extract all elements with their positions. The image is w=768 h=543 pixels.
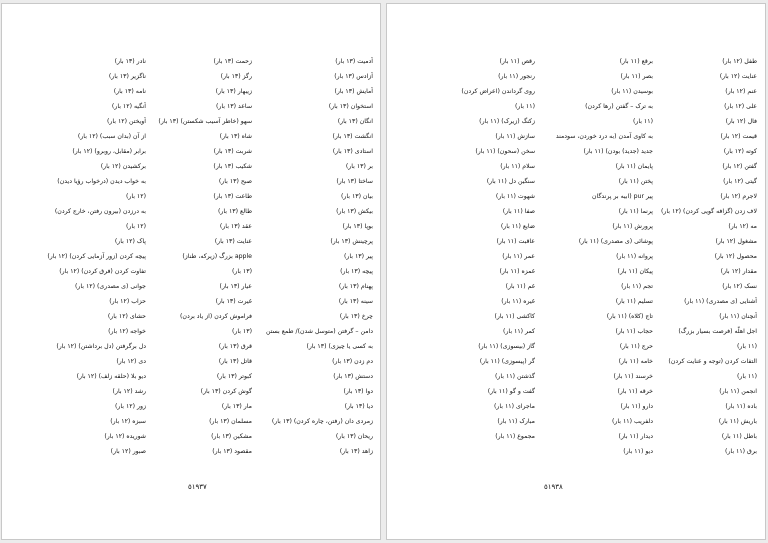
index-entry: کوته (۱۲ بار) [723, 148, 757, 155]
index-entry: ماجرای (۱۱ بار) [493, 403, 535, 410]
index-entry: اجل اهلّه (فرصت بسیار بزرگ) [678, 328, 757, 335]
index-entry: ضایع (۱۱ بار) [500, 223, 535, 230]
index-entry: کبوتر (۱۳ بار) [216, 373, 252, 380]
index-entry: آمایش (۱۳ بار) [334, 88, 373, 95]
index-entry: آویختن (۱۲ بار) [106, 118, 146, 125]
index-entry: خرقه (۱۱ بار) [617, 388, 653, 395]
index-entry: دوا (۱۳ بار) [343, 388, 373, 395]
index-entry: جوانی (ی مصدری) (۱۲ بار) [74, 283, 146, 290]
index-entry: پایمان (۱۱ بار) [615, 163, 653, 170]
index-entry: سهو (خاطر آسیب شکستن) (۱۳ بار) [158, 118, 252, 125]
index-entry: عقد (۱۳ بار) [219, 223, 252, 230]
index-entry: دی (۱۲ بار) [116, 358, 146, 365]
index-entry: (۱۲ بار) [125, 223, 146, 230]
index-entry: محصول (۱۲ بار) [714, 253, 757, 260]
index-entry: برقع (۱۱ بار) [619, 58, 653, 65]
index-entry: مبارک (۱۱ بار) [497, 418, 535, 425]
index-entry: بصر (۱۱ بار) [620, 73, 653, 80]
right-page-column-middle [537, 54, 653, 459]
index-entry: مجموع (۱۱ بار) [495, 433, 535, 440]
index-entry: رشد (۱۲ بار) [112, 388, 146, 395]
index-entry: مسلمان (۱۳ بار) [209, 418, 252, 425]
index-entry: زمردی دان (رفتن، چاره کردن) (۱۳ بار) [271, 418, 373, 425]
index-entry: عاقبت (۱۱ بار) [496, 238, 535, 245]
index-entry: نسک (۱۲ بار) [722, 283, 757, 290]
index-entry: پیر (۱۳ بار) [343, 253, 373, 260]
index-entry: مقصود (۱۳ بار) [212, 448, 252, 455]
index-entry: طالع (۱۳ بار) [217, 208, 252, 215]
left-page [1, 3, 381, 540]
index-entry: صبور (۱۲ بار) [110, 448, 146, 455]
index-entry: پاک (۱۲ بار) [114, 238, 146, 245]
index-entry: دل برگرفتن (دل برداشتن) (۱۲ بار) [56, 343, 146, 350]
right-page [386, 3, 766, 540]
index-entry: گوش کردن (۱۳ بار) [200, 388, 252, 395]
index-entry: ساعد (۱۳ بار) [215, 103, 252, 110]
right-page-number: ٥١٩٣٨ [544, 483, 563, 491]
index-entry: سخن (سحون) (۱۱ بار) [475, 148, 535, 155]
index-entry: گفتن (۱۲ بار) [722, 163, 757, 170]
index-entry: بوپا (۱۳ بار) [342, 223, 373, 230]
index-entry: دیدار (۱۱ بار) [618, 433, 653, 440]
index-entry: نادر (۱۳ بار) [114, 58, 146, 65]
index-entry: گفت و گو (۱۱ بار) [487, 388, 535, 395]
index-entry: شکیب (۱۳ بار) [213, 163, 252, 170]
index-entry: عمر (۱۱ بار) [502, 253, 535, 260]
index-entry: (۱۲ بار) [125, 193, 146, 200]
index-entry: به کسی یا چیزی) (۱۳ بار) [306, 343, 373, 350]
index-entry: سازش (۱۱ بار) [495, 133, 535, 140]
index-entry: پرچینش (۱۳ بار) [330, 238, 373, 245]
index-entry: سنگین دل (۱۱ بار) [486, 178, 535, 185]
left-page-column-right [258, 54, 373, 459]
index-entry: سلام (۱۱ بار) [500, 163, 535, 170]
index-entry: انگان (۱۳ بار) [337, 118, 373, 125]
index-entry: برکشیدن (۱۲ بار) [100, 163, 146, 170]
index-entry: زحمت (۱۳ بار) [213, 58, 252, 65]
index-entry: تجم (۱۱ بار) [621, 283, 653, 290]
index-entry: عیار (۱۳ بار) [219, 283, 252, 290]
index-entry: سبزه (۱۲ بار) [110, 418, 146, 425]
index-entry: قیمت (۱۲ بار) [720, 133, 757, 140]
index-entry: آزادس (۱۳ بار) [334, 73, 373, 80]
index-entry: علی (۱۲ بار) [724, 103, 757, 110]
index-entry: دم زدن (۱۳ بار) [332, 358, 373, 365]
index-entry: جدید (جدید) بودن) (۱۱ بار) [583, 148, 653, 155]
index-entry: پرورش (۱۱ بار) [612, 223, 653, 230]
index-entry: رنجور (۱۱ بار) [498, 73, 535, 80]
index-entry [455, 444, 535, 459]
index-entry: چرخ (۱۳ بار) [339, 313, 373, 320]
index-entry: طفل (۱۲ بار) [722, 58, 757, 65]
index-entry: عنم (۱۲ بار) [725, 88, 757, 95]
index-entry: شوریده (۱۲ بار) [104, 433, 146, 440]
index-entry: به ترک – گفتن (رها کردن) [585, 103, 653, 110]
index-entry: گذشتن (۱۱ بار) [495, 373, 535, 380]
index-entry: پهنام (۱۳ بار) [338, 283, 373, 290]
index-entry: ریحان (۱۳ بار) [335, 433, 373, 440]
index-entry: آنگیه (۱۲ بار) [111, 103, 146, 110]
index-entry: انگشت (۱۳ بار) [332, 133, 373, 140]
index-entry: روی گرداندن (اعراض کردن) [461, 88, 535, 95]
index-entry: بیکش (۱۳ بار) [336, 208, 373, 215]
index-entry: حجاب (۱۱ بار) [615, 328, 653, 335]
index-entry: پیچه (۱۳ بار) [340, 268, 373, 275]
index-entry: برابر (مقابل، روبرو) (۱۲ بار) [72, 148, 146, 155]
index-entry: (۱۱ بار) [736, 343, 757, 350]
index-entry: خرسند (۱۱ بار) [613, 373, 653, 380]
index-entry: التفات کردن (توجه و عنایت کردن) [668, 358, 757, 365]
index-entry: پیکان (۱۱ بار) [617, 268, 653, 275]
index-entry: رقص (۱۱ بار) [499, 58, 535, 65]
index-entry: به کاوی آمدن (به درد خوردن، سودمند [555, 133, 653, 140]
index-entry: از آن (بدان سبب) (۱۲ بار) [77, 133, 146, 140]
index-entry: غیرت (۱۳ بار) [215, 298, 252, 305]
index-entry: قاتل (۱۳ بار) [218, 358, 252, 365]
index-entry: زاهد (۱۳ بار) [339, 448, 373, 455]
index-entry: دامن – گرفتن (متوسل شدن)/ طمع بستن [265, 328, 373, 335]
index-entry: به خواب دیدن (درخواب رؤیا دیدن) [57, 178, 146, 185]
index-entry: غیره (۱۱ بار) [501, 298, 535, 305]
index-entry: غم (۱۱ بار) [505, 283, 535, 290]
index-entry: (۱۳ بار) [231, 328, 252, 335]
index-entry: مقدار (۱۲ بار) [720, 268, 757, 275]
index-entry: گاز (بیسوزی) (۱۱ بار) [478, 343, 535, 350]
index-entry: پیر pur (ابیه بر پرندگان [592, 193, 653, 200]
index-entry: انجمن (۱۱ بار) [719, 388, 757, 395]
index-entry: رگز (۱۳ بار) [220, 73, 252, 80]
index-entry: باریش (۱۱ بار) [718, 418, 757, 425]
index-entry: باطل (۱۱ بار) [721, 433, 757, 440]
index-entry: استخوان (۱۳ بار) [328, 103, 373, 110]
index-entry: فراموش کردن (از یاد بردن) [179, 313, 252, 320]
index-entry: بیان (۱۳ بار) [340, 193, 373, 200]
index-entry: لاجرم (۱۲ بار) [720, 193, 757, 200]
index-entry: تسلیم (۱۱ بار) [615, 298, 653, 305]
right-page-column-right [657, 54, 757, 459]
index-entry: پیچه کردن (زور آزمایی کردن) (۱۲ بار) [47, 253, 146, 260]
index-entry: باده (۱۱ بار) [725, 403, 757, 410]
index-entry: سینه (۱۳ بار) [338, 298, 373, 305]
index-entry: پرنما (۱۱ بار) [618, 208, 653, 215]
index-entry: بوسیدن (۱۱ بار) [611, 88, 653, 95]
index-entry: گر (پیسوزی) (۱۱ بار) [479, 358, 535, 365]
index-entry: پختن (۱۱ بار) [618, 178, 653, 185]
index-entry: بر (۱۳ بار) [345, 163, 373, 170]
index-entry: به درزدن (بیرون رفتن، خارج کردن) [54, 208, 146, 215]
index-entry: خامه (۱۱ بار) [618, 358, 653, 365]
index-entry: طاعت (۱۳ بار) [213, 193, 252, 200]
index-entry: آنچنان (۱۱ بار) [719, 313, 757, 320]
index-entry: دستش (۱۳ بار) [333, 373, 373, 380]
index-entry: صفا (۱۱ بار) [502, 208, 535, 215]
index-entry: نامه (۱۳ بار) [113, 88, 146, 95]
index-entry: حزاب (۱۲ بار) [109, 298, 146, 305]
index-entry: زور (۱۲ بار) [115, 403, 146, 410]
index-entry: پروانه (۱۱ بار) [616, 253, 653, 260]
index-entry: عنایت (۱۲ بار) [719, 73, 757, 80]
left-page-column-middle [150, 54, 252, 459]
index-entry: برق (۱۱ بار) [725, 448, 757, 455]
index-entry: تاج (کلاه) (۱۱ بار) [606, 313, 653, 320]
index-entry: (۱۱ بار) [632, 118, 653, 125]
index-entry: دیا (۱۳ بار) [344, 403, 373, 410]
index-entry: حشای (۱۲ بار) [107, 313, 146, 320]
index-entry: استادی (۱۳ بار) [332, 148, 373, 155]
index-entry: کمر (۱۱ بار) [503, 328, 535, 335]
index-entry: صبح (۱۳ بار) [218, 178, 252, 185]
index-entry: زکنگ (زیرک) (۱۱ بار) [479, 118, 535, 125]
index-entry: آدمیت (۱۳ بار) [335, 58, 373, 65]
index-entry: آشنایی (ی مصدری) (۱۱ بار) [684, 298, 757, 305]
index-entry: لاف زدن (گزافه گویی کردن) (۱۲ بار) [661, 208, 757, 215]
index-entry: مار (۱۳ بار) [221, 403, 252, 410]
index-entry: شهوت (۱۱ بار) [495, 193, 535, 200]
index-entry: مشکین (۱۳ بار) [211, 433, 252, 440]
index-entry: دیو (۱۱ بار) [623, 448, 653, 455]
index-entry: مه (۱۲ بار) [728, 223, 757, 230]
index-entry: خواجه (۱۲ بار) [108, 328, 146, 335]
index-entry: تفاوت کردن (فرق کردن) (۱۲ بار) [59, 268, 146, 275]
index-entry: مشغول (۱۲ بار) [715, 238, 757, 245]
index-entry: حرج (۱۱ بار) [619, 343, 653, 350]
index-entry: دلفریب (۱۱ بار) [611, 418, 653, 425]
index-entry: (۱۳ بار) [231, 268, 252, 275]
index-entry: دارو (۱۱ بار) [620, 403, 653, 410]
index-entry: شاه (۱۳ بار) [219, 133, 252, 140]
index-entry: کاکشی (۱۱ بار) [494, 313, 535, 320]
index-entry: ناگزیر (۱۳ بار) [108, 73, 146, 80]
index-entry: (۱۱ بار) [736, 373, 757, 380]
index-entry: زیبهار (۱۳ بار) [215, 88, 252, 95]
left-page-column-left [46, 54, 146, 459]
index-entry: غمزه (۱۱ بار) [499, 268, 535, 275]
index-entry: عنایت (۱۳ بار) [214, 238, 252, 245]
index-entry: دیو بلا (حلقه زلف) (۱۲ بار) [76, 373, 146, 380]
index-entry: شربت (۱۳ بار) [213, 148, 252, 155]
index-entry: گیتی (۱۲ بار) [723, 178, 757, 185]
index-entry: فال (۱۲ بار) [725, 118, 757, 125]
right-page-column-left [455, 54, 535, 459]
index-entry: پوشائی (ی مصدری) (۱۱ بار) [578, 238, 653, 245]
index-entry: ساختا (۱۳ بار) [336, 178, 373, 185]
index-entry: apple بزرگ (زیرکه، طناز) [182, 253, 252, 260]
left-page-number: ٥١٩٣٧ [188, 483, 207, 491]
index-entry: (۱۱ بار) [514, 103, 535, 110]
index-entry: قرق (۱۳ بار) [218, 343, 252, 350]
